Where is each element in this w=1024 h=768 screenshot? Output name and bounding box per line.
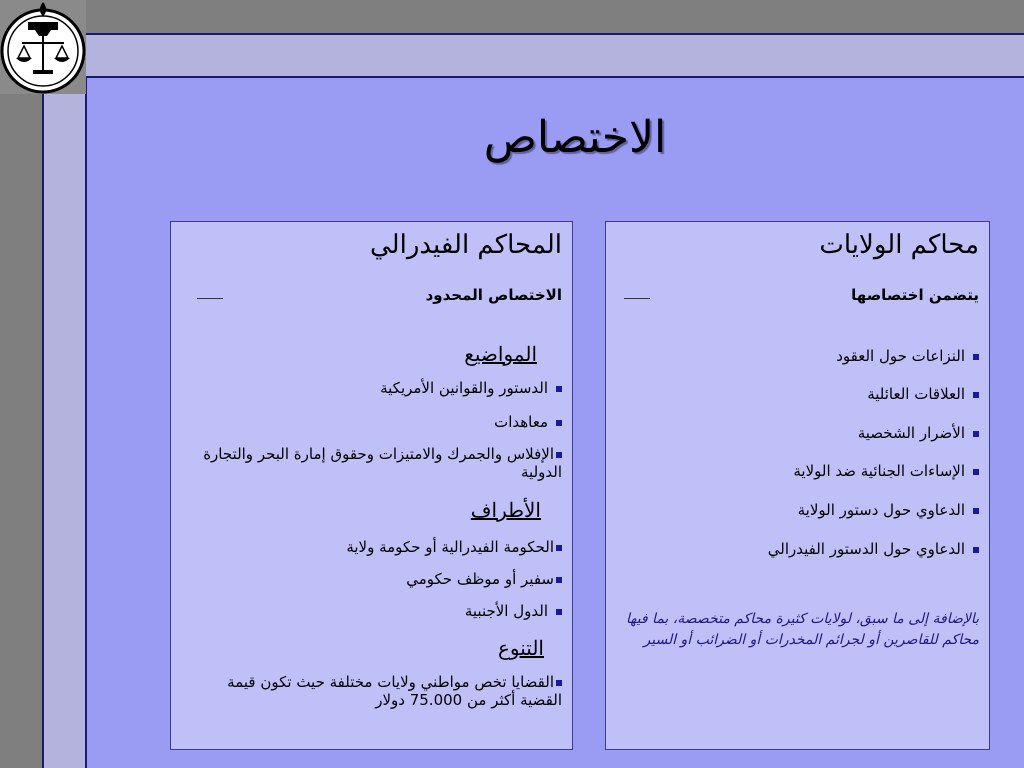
divider-dash — [624, 298, 650, 299]
list-item: الدول الأجنبية — [465, 602, 562, 620]
bullet-icon — [556, 680, 562, 686]
scales-of-justice-icon — [0, 0, 86, 94]
bullet-icon — [973, 392, 979, 398]
bullet-icon — [973, 354, 979, 360]
diversity-heading: التنوع — [498, 636, 544, 660]
top-frame-strip — [86, 0, 1024, 33]
list-item: الدعاوي حول دستور الولاية — [798, 501, 979, 519]
list-item: الأضرار الشخصية — [858, 424, 979, 442]
specialized-courts-note: بالإضافة إلى ما سبق، لولايات كثيرة محاكم متخصصة، بما فيها محاكم للقاصرين أو لجرائم المخدرات أو الضرائب أو السير — [625, 611, 979, 648]
slide-title: الاختصاص — [483, 112, 667, 163]
bullet-icon — [973, 431, 979, 437]
list-item: الإساءات الجنائية ضد الولاية — [793, 462, 979, 480]
bullet-icon — [556, 577, 562, 583]
bullet-icon — [973, 547, 979, 553]
state-courts-subtitle: يتضمن اختصاصها — [851, 286, 979, 304]
bullet-icon — [973, 508, 979, 514]
bullet-icon — [556, 386, 562, 392]
list-item: الإفلاس والجمرك والامتيزات وحقوق إمارة البحر والتجارة الدولية — [203, 445, 562, 481]
federal-courts-subtitle: الاختصاص المحدود — [425, 286, 562, 304]
list-item: الحكومة الفيدرالية أو حكومة ولاية — [346, 538, 562, 556]
bullet-icon — [973, 469, 979, 475]
divider-dash — [197, 298, 223, 299]
federal-courts-title: المحاكم الفيدرالي — [370, 230, 562, 260]
left-frame-strip — [0, 0, 42, 768]
logo — [0, 0, 86, 94]
list-item: معاهدات — [494, 413, 562, 431]
bullet-icon — [556, 420, 562, 426]
state-courts-panel — [605, 221, 990, 750]
list-item: القضايا تخص مواطني ولايات مختلفة حيث تكون قيمة القضية أكثر من 75.000 دولار — [227, 673, 562, 709]
parties-heading: الأطراف — [470, 498, 541, 522]
list-item: النزاعات حول العقود — [836, 347, 979, 365]
list-item: الدعاوي حول الدستور الفيدرالي — [768, 540, 979, 558]
bullet-icon — [556, 545, 562, 551]
list-item: الدستور والقوانين الأمريكية — [380, 379, 562, 397]
state-courts-title: محاكم الولايات — [819, 230, 979, 260]
list-item: سفير أو موظف حكومي — [406, 570, 562, 588]
bullet-icon — [556, 609, 562, 615]
bullet-icon — [556, 452, 562, 458]
subjects-heading: المواضيع — [464, 342, 537, 366]
list-item: العلاقات العائلية — [867, 385, 979, 403]
federal-courts-panel — [170, 221, 573, 750]
